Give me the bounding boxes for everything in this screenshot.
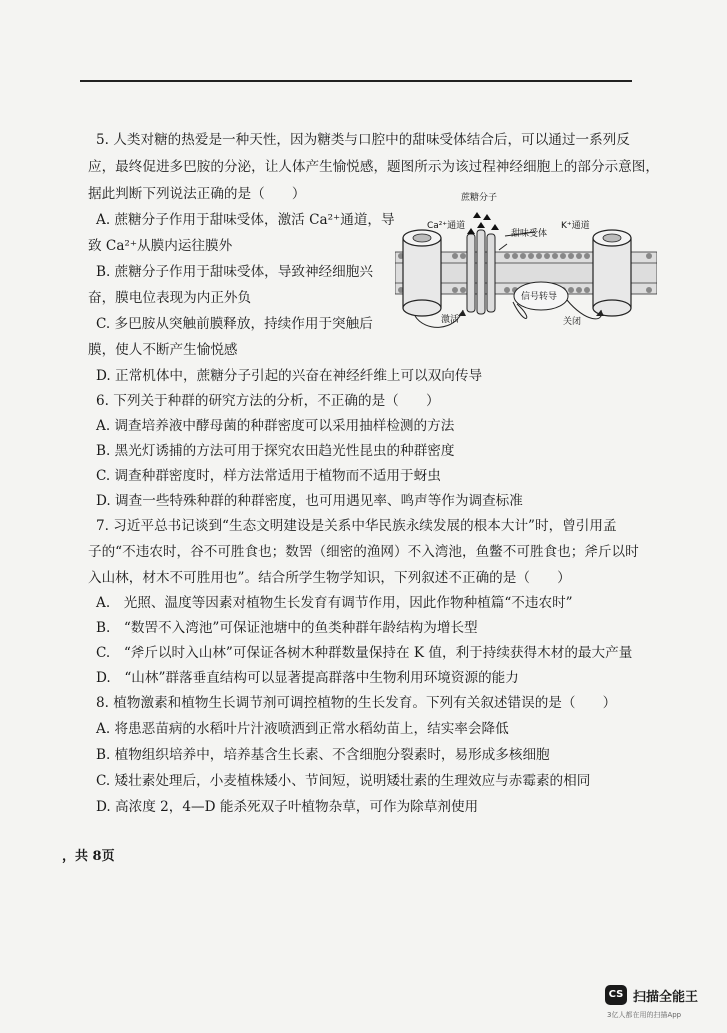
q6-option-a: A. 调查培养液中酵母菌的种群密度可以采用抽样检测的方法 <box>96 418 455 434</box>
q6-option-d: D. 调查一些特殊种群的种群密度，也可用遇见率、鸣声等作为调查标准 <box>96 493 523 509</box>
q5-option-c-line-1: C. 多巴胺从突触前膜释放，持续作用于突触后 <box>96 316 373 332</box>
label-k-channel: K⁺通道 <box>561 221 590 231</box>
q7-stem-line-3: 入山林，材木不可胜用也”。结合所学生物学知识，下列叙述不正确的是（ ） <box>88 570 571 586</box>
q5-stem-line-1: 5. 人类对糖的热爱是一种天性，因为糖类与口腔中的甜味受体结合后，可以通过一系列反 <box>96 132 630 148</box>
header-rule <box>80 80 632 82</box>
q5-option-a-line-2: 致 Ca²⁺从膜内运往膜外 <box>88 238 233 254</box>
scanner-watermark <box>605 985 717 1027</box>
q8-option-a: A. 将患恶苗病的水稻叶片汁液喷洒到正常水稻幼苗上，结实率会降低 <box>96 721 509 737</box>
q5-option-b-line-1: B. 蔗糖分子作用于甜味受体，导致神经细胞兴 <box>96 264 373 280</box>
label-sucrose: 蔗糖分子 <box>461 193 498 203</box>
q5-option-a-line-1: A. 蔗糖分子作用于甜味受体，激活 Ca²⁺通道，导 <box>96 212 395 228</box>
camscanner-logo-icon: CS <box>605 985 627 1005</box>
q7-stem-line-1: 7. 习近平总书记谈到“生态文明建设是关系中华民族永续发展的根本大计”时，曾引用孟 <box>96 518 617 534</box>
q5-option-d: D. 正常机体中，蔗糖分子引起的兴奋在神经纤维上可以双向传导 <box>96 368 483 384</box>
q5-stem-line-3: 据此判断下列说法正确的是（ ） <box>88 186 306 202</box>
q5-option-c-line-2: 膜，使人不断产生愉悦感 <box>88 342 238 358</box>
ca-channel-cylinder <box>403 230 441 316</box>
neuron-membrane-diagram <box>395 192 657 337</box>
label-close: 关闭 <box>563 317 582 327</box>
brand-tagline: 3亿人都在用的扫描App <box>607 1011 682 1019</box>
q6-option-b: B. 黑光灯诱捕的方法可用于探究农田趋光性昆虫的种群密度 <box>96 443 455 459</box>
page-count: ，共 8页 <box>62 849 115 864</box>
q7-stem-line-2: 子的“不违农时，谷不可胜食也；数罟（细密的渔网）不入湾池，鱼鳖不可胜食也；斧斤以时 <box>88 544 639 560</box>
q7-option-c: C. “斧斤以时入山林”可保证各树木种群数量保持在 K 值，利于持续获得木材的最大产量 <box>96 645 633 661</box>
brand-name: 扫描全能王 <box>633 990 699 1005</box>
q7-option-a: A. 光照、温度等因素对植物生长发育有调节作用，因此作物种植篇“不违农时” <box>96 595 573 611</box>
q7-option-b: B. “数罟不入湾池”可保证池塘中的鱼类种群年龄结构为增长型 <box>96 620 478 636</box>
q8-stem: 8. 植物激素和植物生长调节剂可调控植物的生长发育。下列有关叙述错误的是（ ） <box>96 695 617 711</box>
label-signal-transduction: 信号转导 <box>521 292 558 302</box>
label-sweet-receptor: 甜味受体 <box>511 229 548 239</box>
k-channel-cylinder <box>593 230 631 316</box>
q5-stem-line-2: 应，最终促进多巴胺的分泌，让人体产生愉悦感，题图所示为该过程神经细胞上的部分示意图， <box>88 159 659 175</box>
q5-option-b-line-2: 奋，膜电位表现为内正外负 <box>88 290 252 306</box>
q7-option-d: D. “山林”群落垂直结构可以显著提高群落中生物利用环境资源的能力 <box>96 670 519 686</box>
sweet-receptor <box>467 230 495 314</box>
q8-option-c: C. 矮壮素处理后，小麦植株矮小、节间短，说明矮壮素的生理效应与赤霉素的相同 <box>96 773 591 789</box>
label-ca-channel: Ca²⁺通道 <box>427 221 466 231</box>
q6-stem: 6. 下列关于种群的研究方法的分析，不正确的是（ ） <box>96 393 440 409</box>
q8-option-d: D. 高浓度 2，4—D 能杀死双子叶植物杂草，可作为除草剂使用 <box>96 799 479 815</box>
q6-option-c: C. 调查种群密度时，样方法常适用于植物而不适用于蚜虫 <box>96 468 441 484</box>
label-activate: 激活 <box>441 315 460 325</box>
q8-option-b: B. 植物组织培养中，培养基含生长素、不含细胞分裂素时，易形成多核细胞 <box>96 747 550 763</box>
